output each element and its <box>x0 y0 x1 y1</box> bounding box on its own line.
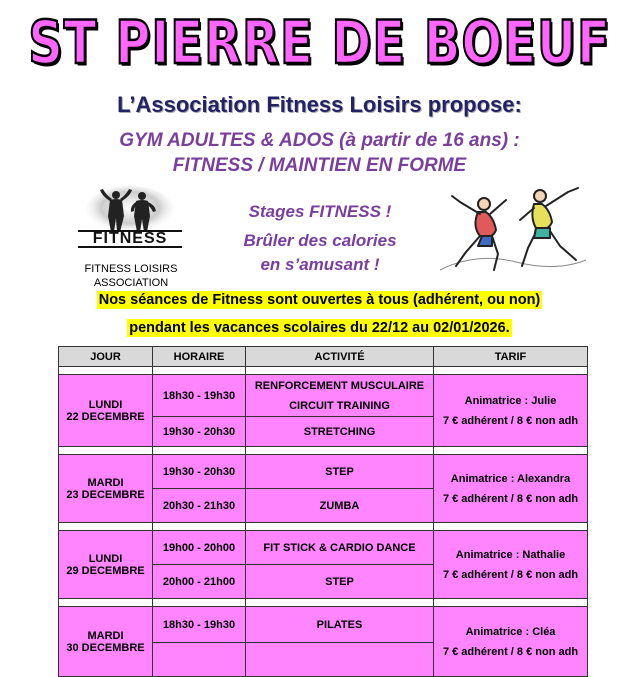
tarif-animatrice: Animatrice : Cléa <box>465 625 556 638</box>
table-row <box>59 531 588 565</box>
logo-word: FITNESS <box>78 230 182 248</box>
day-name: MARDI <box>87 476 124 489</box>
tarif-animatrice: Animatrice : Nathalie <box>455 548 566 561</box>
bodybuilder-icon <box>78 186 182 234</box>
association-subtitle: L’Association Fitness Loisirs propose: <box>117 92 522 117</box>
day-date: 30 DECEMBRE <box>66 641 145 654</box>
time-cell: 19h00 - 20h00 <box>153 531 246 565</box>
notice-line-1 <box>0 292 639 308</box>
day-cell <box>59 531 153 599</box>
header-horaire: HORAIRE <box>153 347 246 367</box>
logo-caption <box>66 262 196 290</box>
promo-line-1: Stages FITNESS ! <box>248 202 392 221</box>
tarif-cell <box>434 531 588 599</box>
day-cell <box>59 375 153 447</box>
gym-line-1: GYM ADULTES & ADOS (à partir de 16 ans) : <box>119 130 520 151</box>
logo-caption-line-2: ASSOCIATION <box>93 277 169 289</box>
dancers-illustration <box>436 182 590 278</box>
day-date: 29 DECEMBRE <box>66 564 145 577</box>
notice-line-2-text: pendant les vacances scolaires du 22/12 au 02/01/2026. <box>129 320 510 336</box>
tarif-price: 7 € adhérent / 8 € non adh <box>442 492 579 505</box>
activity-cell <box>246 643 434 677</box>
logo-caption-line-1: FITNESS LOISIRS <box>84 263 178 275</box>
promo-line-2: Brûler des calories <box>243 231 397 250</box>
fitness-logo <box>78 186 182 248</box>
tarif-cell <box>434 375 588 447</box>
notice-line-2 <box>0 320 639 336</box>
activity-cell: STEP <box>246 455 434 489</box>
day-cell <box>59 455 153 523</box>
day-date: 23 DECEMBRE <box>66 488 145 501</box>
time-cell: 20h30 - 21h30 <box>153 489 246 523</box>
notice-line-1-text: Nos séances de Fitness sont ouvertes à tous (adhérent, ou non) <box>98 292 541 308</box>
header-tarif: TARIF <box>434 347 588 367</box>
day-cell <box>59 607 153 677</box>
promo-line-3: en s’amusant ! <box>260 255 380 274</box>
table-row <box>59 607 588 643</box>
day-date: 22 DECEMBRE <box>66 410 145 423</box>
time-cell: 18h30 - 19h30 <box>153 375 246 417</box>
page-title: ST PIERRE DE BOEUF <box>28 8 611 78</box>
activity-cell: FIT STICK & CARDIO DANCE <box>246 531 434 565</box>
table-header-row <box>59 347 588 367</box>
time-cell: 20h00 - 21h00 <box>153 565 246 599</box>
table-row <box>59 455 588 489</box>
activity-cell <box>246 375 434 417</box>
day-name: LUNDI <box>88 552 123 565</box>
header-activite: ACTIVITÉ <box>246 347 434 367</box>
table-row <box>59 375 588 417</box>
gym-line-2: FITNESS / MAINTIEN EN FORME <box>172 155 467 176</box>
time-cell: 19h30 - 20h30 <box>153 455 246 489</box>
activity-line-1: RENFORCEMENT MUSCULAIRE <box>254 379 425 392</box>
day-name: MARDI <box>87 629 124 642</box>
time-cell: 18h30 - 19h30 <box>153 607 246 643</box>
tarif-price: 7 € adhérent / 8 € non adh <box>442 414 579 427</box>
tarif-animatrice: Animatrice : Alexandra <box>450 472 571 485</box>
activity-cell: PILATES <box>246 607 434 643</box>
activity-cell: STEP <box>246 565 434 599</box>
schedule-table <box>58 346 588 677</box>
tarif-cell <box>434 607 588 677</box>
tarif-price: 7 € adhérent / 8 € non adh <box>442 645 579 658</box>
time-cell <box>153 643 246 677</box>
tarif-animatrice: Animatrice : Julie <box>464 394 557 407</box>
time-cell: 19h30 - 20h30 <box>153 417 246 447</box>
activity-cell: ZUMBA <box>246 489 434 523</box>
header-jour: JOUR <box>59 347 153 367</box>
activity-line-2: CIRCUIT TRAINING <box>289 399 390 412</box>
tarif-cell <box>434 455 588 523</box>
tarif-price: 7 € adhérent / 8 € non adh <box>442 568 579 581</box>
day-name: LUNDI <box>88 398 123 411</box>
gym-description <box>0 128 639 178</box>
activity-cell: STRETCHING <box>246 417 434 447</box>
promo-text <box>200 200 440 277</box>
